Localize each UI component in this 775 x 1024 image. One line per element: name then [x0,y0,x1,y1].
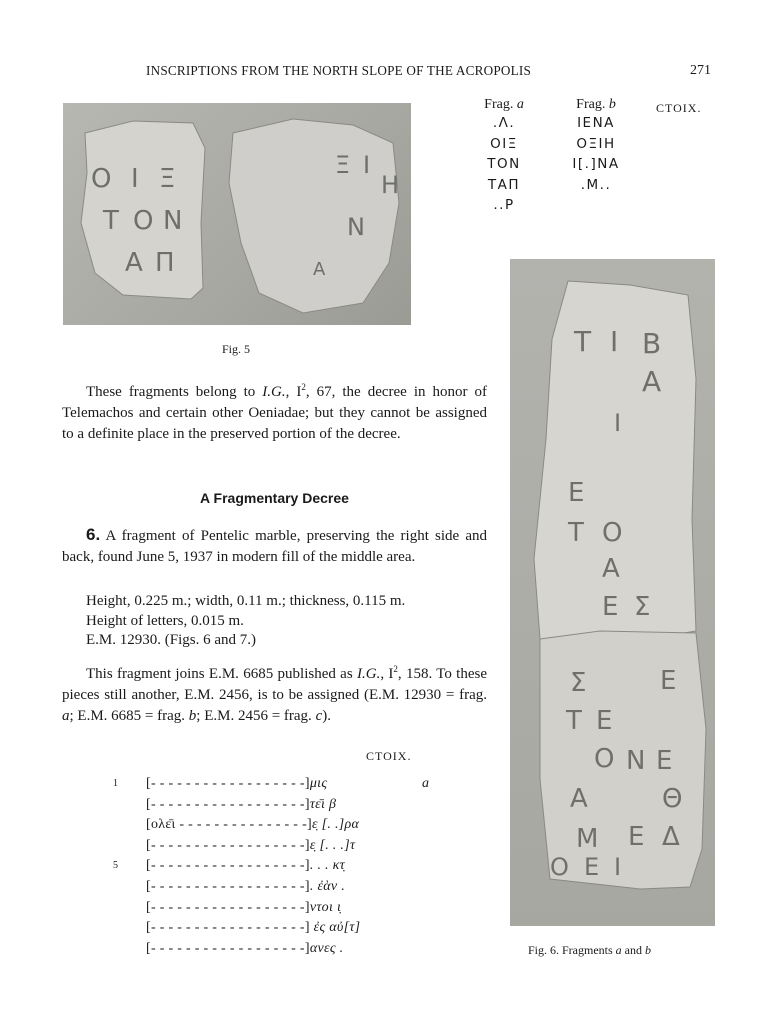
line-reading: . . . κτ̣ [309,858,345,874]
line-lacuna: [- - - - - - - - - - - - - - - - - -] [146,899,310,915]
line-text [146,858,345,874]
stele-letter: Ε [628,822,645,852]
frag-b-stone-letter: Η [381,171,400,199]
inscription-line [0,797,480,817]
frag-b-stone-letter: Ι [363,151,371,179]
section-heading: A Fragmentary Decree [200,490,349,506]
stele-letter: Β [642,327,662,360]
stele-letter: Ι [614,853,622,881]
line-lacuna: [- - - - - - - - - - - - - - - - - -] [146,920,310,936]
line-text [146,941,343,957]
stele-letter: Τ [568,518,584,548]
stele-letter: Τ [566,706,582,736]
stele-letter: Ε [584,853,600,881]
figure-6-caption [528,943,651,958]
stele-letter: Α [602,554,620,584]
frag-a-stone-letter: Ο [91,164,112,194]
inscription-line [0,879,480,899]
entry-number: 6. [86,525,101,544]
figure-5-stones [63,103,411,325]
line-number: 1 [113,778,118,789]
frag-a-stone-letter: Π [155,248,175,278]
figure-6-stele [510,259,715,926]
frag-a-stone-letter: Ι [131,164,139,194]
frag-a-line: ΤΟΝ [487,156,521,172]
line-reading: . ἐὰν . [309,879,346,894]
line-reading: ε̣ [. . .]τ [309,837,356,853]
stele-letter: Ε [602,592,619,622]
dimensions-line: Height, 0.225 m.; width, 0.11 m.; thickness, 0.115 m. [86,593,406,609]
stele-letter: Ι [614,409,622,437]
line-reading: ανες . [309,940,344,956]
frag-a-stone-letter: Ο [133,206,154,236]
stele-letter: Ν [626,746,646,776]
line-text [146,817,359,833]
dimensions-line: Height of letters, 0.015 m. [86,612,244,629]
frag-a-line: ΤΑΠ [487,176,521,193]
frag-b-line: .Μ.. [580,176,612,193]
line-text [146,838,355,854]
line-text [146,920,360,936]
dimensions-block [86,592,405,651]
frag-b-stone-letter: Α [313,259,326,280]
figure-6-caption-and: and [624,943,642,957]
frag-b-line: ΙΕΝΑ [577,115,615,131]
stele-letter: Μ [576,824,599,854]
inscription-line [0,920,480,940]
line-lacuna: [- - - - - - - - - - - - - - - - - -] [146,940,310,956]
frag-b-stone-letter: Ν [347,213,365,241]
line-reading: ντοι ι̣ [309,899,342,915]
figure-6-caption-prefix: Fig. 6. Fragments [528,943,613,957]
frag-a-stone-letter: Τ [103,206,119,236]
figure-5-caption: Fig. 5 [222,342,251,356]
stele-letter: Ε [568,478,585,508]
running-title: INSCRIPTIONS FROM THE NORTH SLOPE OF THE ACROPOLIS [146,63,531,78]
frag-a-letter: a [516,97,524,112]
inscription-stoichedon-label: CTOIX. [366,749,412,763]
stele-letter: Τ [574,325,592,358]
frag-b-header [564,97,628,113]
line-lacuna: [- - - - - - - - - - - - - - - - - -] [146,858,310,874]
figure-6-caption-a: a [615,943,622,957]
line-reading: μις [309,776,328,791]
stele-letter: Ι [610,325,619,358]
stele-letter: Ο [602,518,623,548]
line-text [146,879,345,895]
inscription-line [0,858,480,878]
frag-b-line: Ι[.]ΝΑ [572,156,620,172]
stele-letter: Α [642,365,662,398]
inscription-line [0,838,480,858]
line-lacuna: [- - - - - - - - - - - - - - - - - -] [146,879,310,894]
paragraph-description [62,524,487,568]
line-lacuna: [- - - - - - - - - - - - - - - - - -] [146,776,310,791]
frag-b-label: Frag. [576,97,606,112]
stele-letter: Σ [634,592,651,622]
frag-b-letter: b [608,97,616,112]
stele-letter: Ε [656,746,673,776]
inscription-line [0,900,480,920]
frag-a-label: Frag. [484,97,514,112]
stele-letter: Σ [570,668,587,698]
line-text [146,900,341,916]
fragment-label: a [422,776,429,791]
figure-5-photo [63,103,411,325]
line-lacuna: [- - - - - - - - - - - - - - - - - -] [146,796,310,812]
frag-a-stone-letter: Ξ [159,164,176,194]
stele-letter: Ο [550,853,569,881]
stele-letter: Α [570,784,588,814]
stele-letter: Ε [660,666,677,696]
frag-a-stone-letter: Ν [163,206,183,236]
frag-a-line: ΟΙΞ [490,135,518,152]
frag-a-line: .Λ. [492,115,516,131]
stele-letter: Θ [662,784,683,814]
frag-a-stone-letter: Α [125,248,143,278]
inscription-line [0,941,480,961]
inscription-line [0,776,480,796]
inscription-line [0,817,480,837]
stele-letter: Ο [594,744,615,774]
paragraph-fragments-assignment: These fragments belong to I.G., $I^2$, 67, the decree in honor of Telemachos and certain other Oeniadae; but they cannot be assigned to a definite place in the preserved portion of the decree. [62,382,487,443]
stoichedon-label: CTOIX. [656,101,702,115]
line-number: 5 [113,860,118,872]
page-number: 271 [690,63,711,78]
frag-a-line: ..Ρ [493,197,515,213]
ig-reference: I.G. [262,384,286,400]
frag-b-column [564,97,628,195]
stele-letter: Δ [662,822,680,852]
line-reading: ἐς αὐ[τ] [309,920,361,936]
line-reading: τε̄ι β [309,796,337,812]
figure-6-caption-b: b [645,943,651,957]
stele-letter: Ε [596,706,613,736]
frag-b-stone-letter: Ξ [335,151,351,179]
frag-a-header [472,97,536,113]
line-lacuna: [ολε̄ι - - - - - - - - - - - - - - -] [146,817,312,833]
paragraph-join: This fragment joins E.M. 6685 published as I.G., $I^2$, 158. To these pieces still another, E.M. 2456, is to be assigned (E.M. 12930 = frag. a; E.M. 6685 = frag. b; E.M. 2456 = frag. c). [62,664,487,725]
description-text: A fragment of Pentelic marble, preserving the right side and back, found June 5, 1937 in modern fill of the middle area. [62,528,487,566]
figure-6-photo [510,259,715,926]
dimensions-line: E.M. 12930. (Figs. 6 and 7.) [86,632,256,648]
line-text [146,797,336,813]
line-text [146,776,327,792]
frag-b-line: ΟΞΙΗ [576,135,616,152]
line-reading: ε̣ [. .]ρα [312,817,360,833]
line-lacuna: [- - - - - - - - - - - - - - - - - -] [146,837,310,853]
frag-a-column [472,97,536,216]
